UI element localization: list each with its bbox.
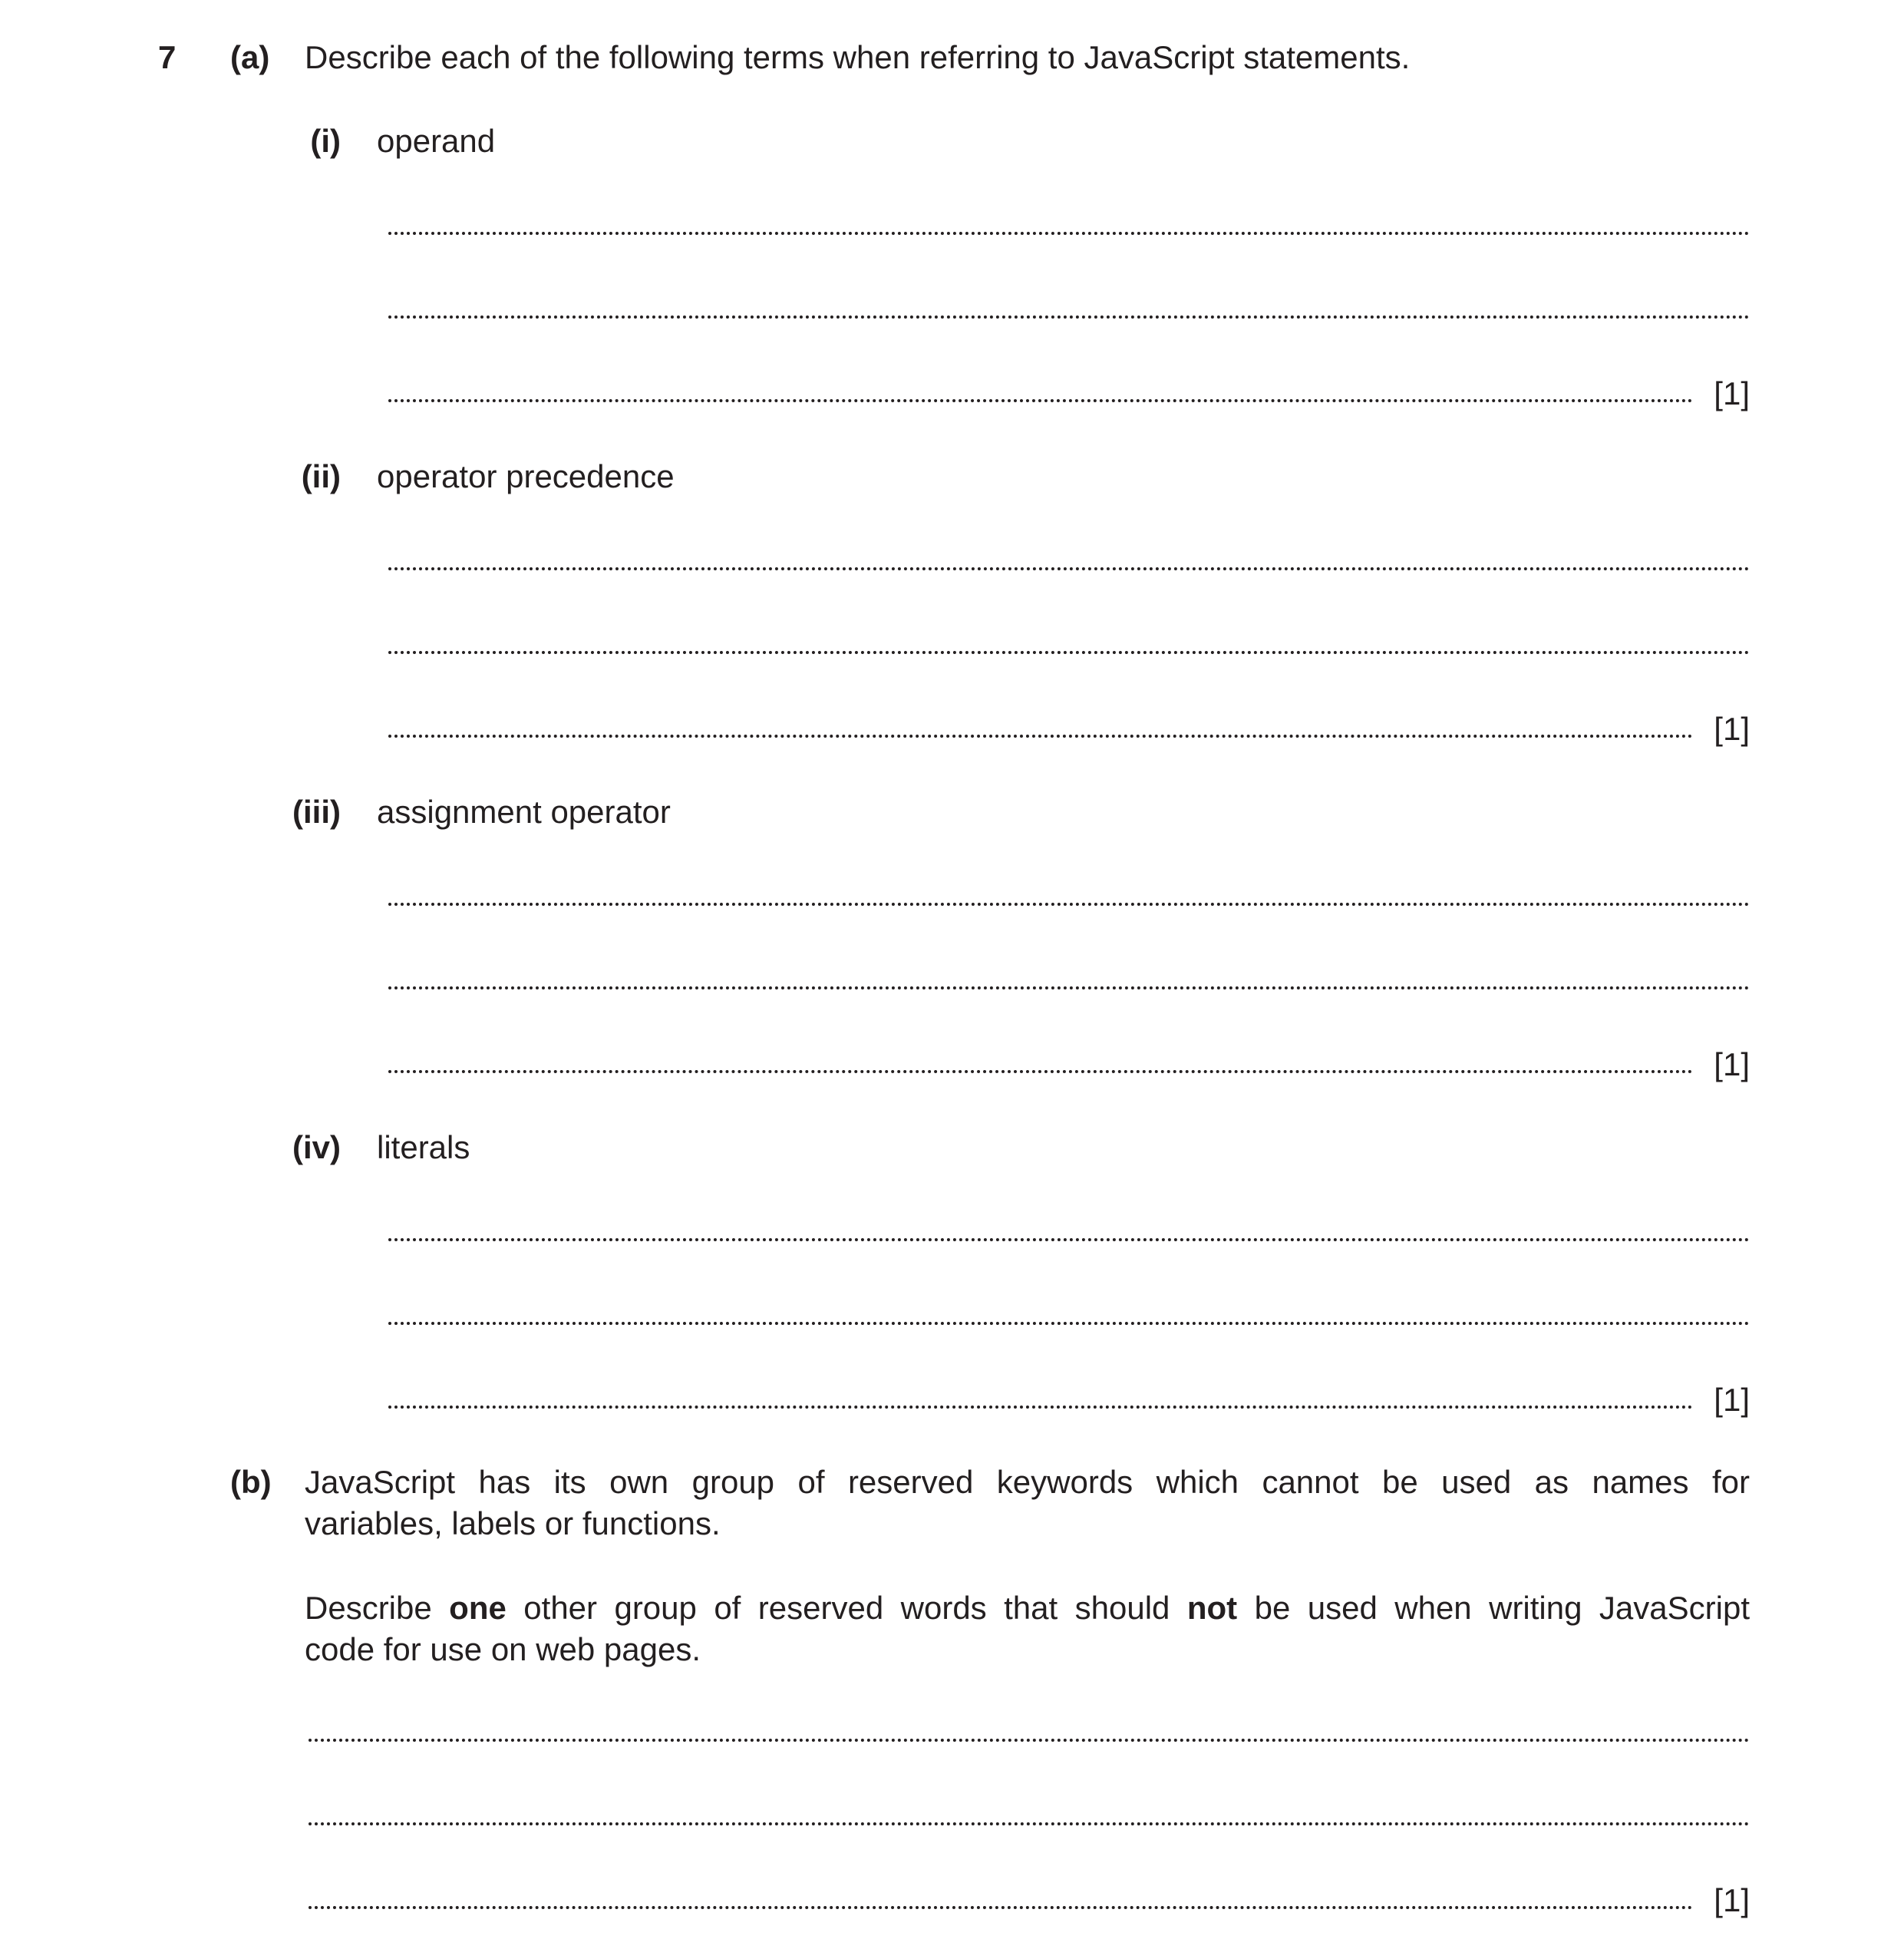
- part-b-instruction-line1: [305, 1587, 1750, 1629]
- mark-allocation: [1]: [1714, 1382, 1750, 1418]
- part-b-intro-line2: variables, labels or functions.: [305, 1505, 721, 1541]
- subpart-ii-label: (ii): [301, 458, 341, 494]
- subpart-iv-label: (iv): [292, 1129, 341, 1165]
- part-b-intro: [305, 1462, 1750, 1544]
- part-b-label: (b): [230, 1464, 272, 1500]
- subpart-iii-label: (iii): [292, 794, 341, 830]
- mark-allocation: [1]: [1714, 711, 1750, 747]
- mark-allocation: [1]: [1714, 1882, 1750, 1918]
- part-a-label: (a): [230, 39, 270, 75]
- answer-line[interactable]: [388, 399, 1693, 402]
- instruction-text: Describe: [305, 1590, 450, 1626]
- instruction-emphasis-one: one: [449, 1590, 507, 1626]
- answer-line[interactable]: [388, 1322, 1750, 1325]
- answer-line[interactable]: [388, 986, 1750, 989]
- answer-line[interactable]: [309, 1906, 1693, 1909]
- answer-line[interactable]: [388, 567, 1750, 570]
- instruction-text: be used when writing JavaScript: [1237, 1590, 1750, 1626]
- question-number: 7: [158, 39, 177, 75]
- answer-line[interactable]: [388, 232, 1750, 235]
- part-b-instruction: [305, 1587, 1750, 1670]
- answer-line[interactable]: [309, 1822, 1750, 1825]
- subpart-ii-term: operator precedence: [377, 458, 675, 494]
- answer-line[interactable]: [388, 1406, 1693, 1409]
- answer-line[interactable]: [388, 903, 1750, 906]
- answer-line[interactable]: [388, 651, 1750, 654]
- answer-line[interactable]: [388, 1238, 1750, 1241]
- mark-allocation: [1]: [1714, 1046, 1750, 1082]
- part-a-prompt: Describe each of the following terms when referring to JavaScript statements.: [305, 39, 1411, 75]
- subpart-i-label: (i): [310, 123, 341, 159]
- answer-line[interactable]: [388, 735, 1693, 738]
- instruction-emphasis-not: not: [1186, 1590, 1238, 1626]
- subpart-iv-term: literals: [377, 1129, 470, 1165]
- part-b-instruction-line2: code for use on web pages.: [305, 1630, 701, 1667]
- answer-line[interactable]: [388, 1070, 1693, 1073]
- part-b-intro-line1: JavaScript has its own group of reserved keywords which cannot be used as names for: [305, 1464, 1750, 1500]
- subpart-i-term: operand: [377, 123, 496, 159]
- mark-allocation: [1]: [1714, 375, 1750, 411]
- instruction-text: other group of reserved words that should: [506, 1590, 1187, 1626]
- answer-line[interactable]: [388, 315, 1750, 319]
- subpart-iii-term: assignment operator: [377, 794, 671, 830]
- answer-line[interactable]: [309, 1739, 1750, 1742]
